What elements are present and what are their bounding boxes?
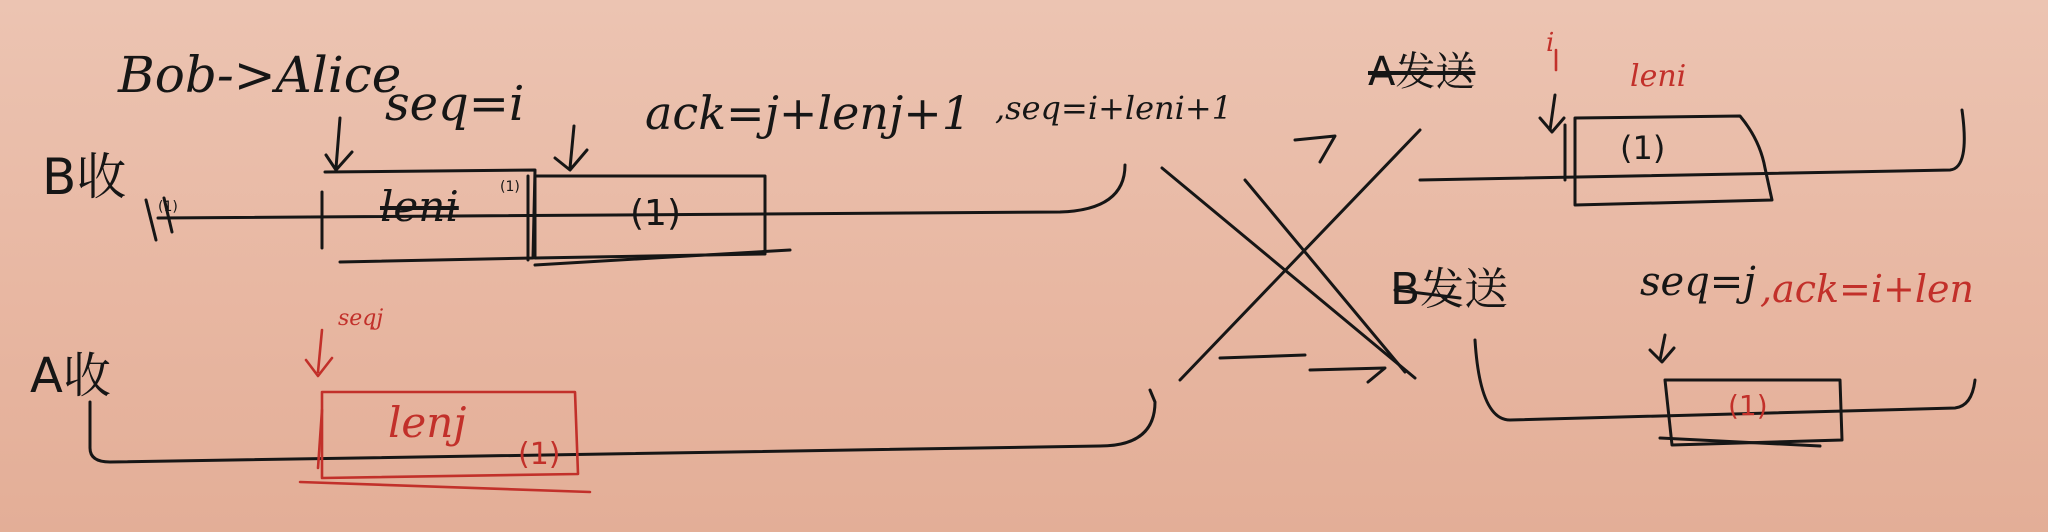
right-top-timeline — [1420, 110, 1964, 180]
cross-line-2 — [1245, 180, 1405, 372]
cross-line-4 — [1220, 355, 1305, 358]
b-block-text: leni — [380, 182, 459, 231]
right-bottom-arrow — [1650, 335, 1674, 362]
arrow-next — [555, 126, 587, 170]
seq-next-label: ,seq=i+leni+1 — [995, 89, 1233, 127]
b-circle-marker: (1) — [630, 193, 681, 234]
row-a-label: A收 — [30, 348, 111, 404]
b-block-marker: (1) — [500, 179, 520, 195]
right-top-label: A发送 — [1368, 49, 1476, 95]
right-bottom-seq: seq=j — [1640, 259, 1756, 305]
a-timeline — [90, 390, 1155, 462]
right-top-i-marker: i — [1546, 28, 1555, 58]
row-b-label: B收 — [42, 148, 127, 206]
right-bottom-ack: ,ack=i+len — [1760, 267, 1974, 311]
a-red-seqj: seqj — [338, 306, 384, 331]
a-red-circle: (1) — [518, 437, 561, 472]
arrow-seq-i — [326, 118, 352, 170]
cross-arrow-top — [1295, 136, 1335, 162]
cross-arrow-bottom — [1310, 368, 1385, 382]
right-top-leni: leni — [1630, 59, 1687, 94]
right-top-block — [1575, 116, 1772, 205]
cross-line-1 — [1162, 168, 1415, 378]
right-bottom-label: B发送 — [1390, 264, 1509, 315]
title-bob-to-alice: Bob->Alice — [118, 46, 402, 104]
seq-i-label: seq=i — [385, 76, 525, 132]
a-red-block-underline — [300, 482, 590, 492]
right-bottom-circle: (1) — [1728, 389, 1768, 422]
a-red-arrow — [306, 330, 332, 376]
right-top-circle: (1) — [1620, 129, 1666, 167]
a-red-block-text: lenj — [388, 398, 467, 447]
cross-line-3 — [1180, 130, 1420, 380]
ack-label: ack=j+lenj+1 — [645, 86, 972, 140]
b-tick-marker: (1) — [158, 199, 178, 215]
right-top-arrow — [1540, 95, 1564, 132]
